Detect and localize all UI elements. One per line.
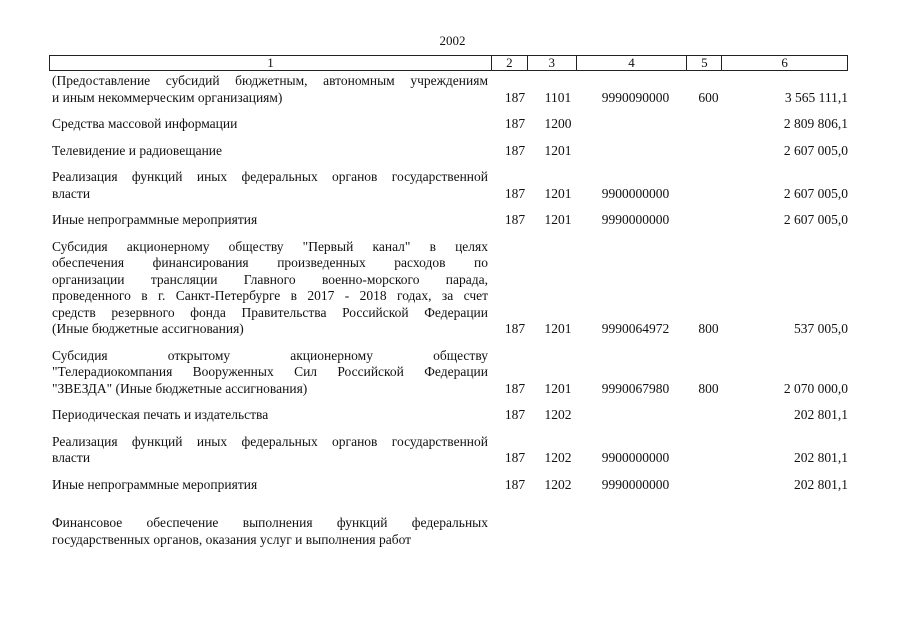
row-target-article: 9990064972 <box>601 321 670 336</box>
table-row <box>52 73 848 106</box>
header-col-1: 1 <box>50 56 492 70</box>
row-gr: 187 <box>504 185 526 201</box>
row-name-line: организации трансляции Главного военно-морского парада, <box>52 271 488 287</box>
row-target-article: 9990000000 <box>601 476 670 492</box>
row-gr: 187 <box>504 142 526 158</box>
table-row <box>52 212 848 229</box>
row-name <box>52 477 488 494</box>
row-section: 1201 <box>544 380 572 396</box>
row-gr: 187 <box>504 116 526 131</box>
row-target-article: 9990067980 <box>601 380 670 396</box>
row-section: 1201 <box>544 142 572 158</box>
row-section: 1202 <box>544 407 572 422</box>
row-amount: 2 607 005,0 <box>783 212 848 227</box>
row-name-line: проведенного в г. Санкт-Петербурге в 2017 - 2018 годах, за счет <box>52 288 488 303</box>
row-target-article: 9990000000 <box>601 212 670 227</box>
row-amount: 202 801,1 <box>794 407 848 422</box>
header-col-4: 4 <box>577 56 688 70</box>
row-name-line: Средства массовой информации <box>52 116 238 131</box>
table-row <box>52 116 848 133</box>
page-number: 2002 <box>439 33 466 48</box>
row-gr: 187 <box>504 380 526 396</box>
header-col-3: 3 <box>528 56 577 70</box>
row-name <box>52 515 488 548</box>
table-row <box>52 477 848 494</box>
row-name-line: Реализация функций иных федеральных органов государственной <box>52 433 488 449</box>
row-name-line: Субсидия акционерному обществу "Первый канал" в целях <box>52 238 488 254</box>
row-amount: 2 070 000,0 <box>783 380 848 396</box>
table-header <box>49 55 848 71</box>
row-name-line: Субсидия открытому акционерному обществу <box>52 347 488 363</box>
row-name-line: Реализация функций иных федеральных органов государственной <box>52 169 488 184</box>
row-target-article: 9990090000 <box>601 89 670 105</box>
table-row <box>52 407 848 424</box>
row-gr: 187 <box>504 476 526 492</box>
row-amount: 537 005,0 <box>794 321 848 336</box>
row-name-line: власти <box>52 185 91 201</box>
row-name <box>52 434 488 467</box>
row-name <box>52 116 488 133</box>
table-row <box>52 143 848 160</box>
table-row <box>52 434 848 467</box>
header-col-2: 2 <box>492 56 528 70</box>
row-name-line: государственных органов, оказания услуг и выполнения работ <box>52 531 412 547</box>
row-section: 1202 <box>544 476 572 492</box>
row-gr: 187 <box>504 321 526 336</box>
row-amount: 2 607 005,0 <box>783 142 848 158</box>
row-section: 1200 <box>544 116 572 131</box>
header-col-5: 5 <box>687 56 722 70</box>
row-section: 1201 <box>544 212 572 227</box>
row-expense-type: 800 <box>698 321 719 336</box>
row-gr: 187 <box>504 450 526 465</box>
row-name-line: (Иные бюджетные ассигнования) <box>52 321 244 336</box>
row-name <box>52 212 488 229</box>
row-amount: 2 607 005,0 <box>783 185 848 201</box>
row-name-line: средств резервного фонда Правительства Российской Федерации <box>52 304 488 320</box>
header-col-6: 6 <box>781 55 788 70</box>
row-name-line: и иным некоммерческим организациям) <box>52 89 283 105</box>
row-gr: 187 <box>504 407 526 422</box>
row-name <box>52 169 488 202</box>
row-amount: 3 565 111,1 <box>784 89 848 105</box>
row-section: 1201 <box>544 185 572 201</box>
row-name-line: Иные непрограммные мероприятия <box>52 476 258 492</box>
row-gr: 187 <box>504 89 526 105</box>
row-name <box>52 239 488 338</box>
row-expense-type: 600 <box>698 89 719 105</box>
row-name <box>52 348 488 398</box>
row-name-line: (Предоставление субсидий бюджетным, автономным учреждениям <box>52 73 488 88</box>
row-expense-type: 800 <box>698 380 719 396</box>
table-body <box>52 73 848 548</box>
row-section: 1101 <box>544 89 572 105</box>
table-row <box>52 348 848 398</box>
row-name-line: Периодическая печать и издательства <box>52 407 269 422</box>
table-row <box>52 515 848 548</box>
row-name-line: обеспечения финансирования произведенных расходов по <box>52 255 488 270</box>
table-row <box>52 239 848 338</box>
row-name-line: Финансовое обеспечение выполнения функций федеральных <box>52 515 488 530</box>
row-name-line: власти <box>52 450 91 465</box>
table-row <box>52 169 848 202</box>
row-section: 1202 <box>544 450 572 465</box>
row-target-article: 9900000000 <box>601 185 670 201</box>
row-name <box>52 143 488 160</box>
row-section: 1201 <box>544 321 572 336</box>
row-amount: 202 801,1 <box>794 450 848 465</box>
row-amount: 2 809 806,1 <box>783 116 848 131</box>
row-name-line: Иные непрограммные мероприятия <box>52 212 258 227</box>
row-gr: 187 <box>504 212 526 227</box>
row-name-line: "Телерадиокомпания Вооруженных Сил Российской Федерации <box>52 364 488 379</box>
row-amount: 202 801,1 <box>794 476 848 492</box>
row-name <box>52 73 488 106</box>
row-target-article: 9900000000 <box>601 450 670 465</box>
row-name <box>52 407 488 424</box>
row-name-line: "ЗВЕЗДА" (Иные бюджетные ассигнования) <box>52 380 308 396</box>
row-name-line: Телевидение и радиовещание <box>52 142 223 158</box>
